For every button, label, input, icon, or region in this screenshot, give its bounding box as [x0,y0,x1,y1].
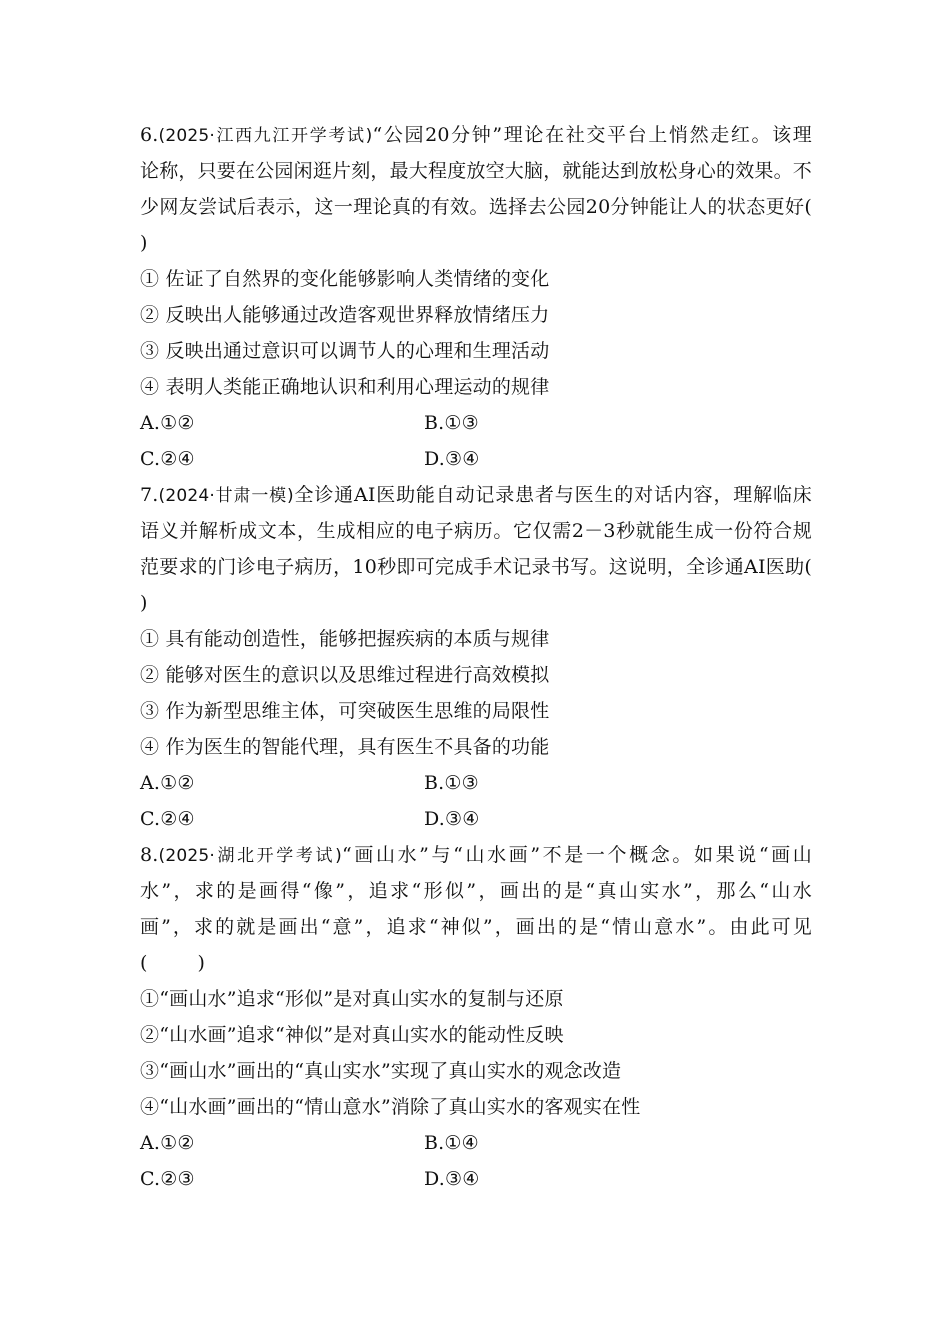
question-6 [140,117,812,477]
option-b: B.①③ [424,772,479,794]
question-list [140,117,812,1197]
option-c: C.②④ [140,448,195,470]
option-d: D.③④ [424,448,480,470]
question-number: 7. [140,484,159,506]
question-stem-line-4: ) [140,592,148,614]
question-source: (2025·江西九江开学考试) [158,126,373,146]
options-row-2 [140,801,812,837]
question-stem-line-2: 论称，只要在公园闲逛片刻，最大程度放空大脑，就能达到放松身心的效果。不 [140,160,813,182]
option-b: B.①④ [424,1132,479,1154]
statement-2: ② 反映出人能够通过改造客观世界释放情绪压力 [140,304,550,326]
question-stem-line-1 [140,837,812,873]
statement-4: ④“山水画”画出的“情山意水”消除了真山实水的客观实在性 [140,1096,641,1118]
stem-text: “画山水”与“山水画”不是一个概念。如果说“画山 [342,844,812,866]
options-row-2 [140,1161,812,1197]
stem-text: 全诊通AI医助能自动记录患者与医生的对话内容，理解临床 [293,484,812,506]
statement-1: ① 具有能动创造性，能够把握疾病的本质与规律 [140,628,550,650]
option-a: A.①② [140,1132,195,1154]
options-row-1 [140,1125,812,1161]
option-d: D.③④ [424,808,480,830]
option-c: C.②③ [140,1168,195,1190]
options-row-1 [140,765,812,801]
question-source: (2025·湖北开学考试) [158,846,342,866]
question-stem-line-4: ( ) [140,952,206,974]
statement-4: ④ 表明人类能正确地认识和利用心理运动的规律 [140,376,550,398]
question-number: 8. [140,844,159,866]
question-stem-line-3: 少网友尝试后表示，这一理论真的有效。选择去公园20分钟能让人的状态更好( [140,196,812,218]
stem-text: “公园20分钟”理论在社交平台上悄然走红。该理 [372,124,812,146]
question-stem-line-3: 画”，求的就是画出“意”，追求“神似”，画出的是“情山意水”。由此可见 [140,916,812,938]
question-stem-line-1 [140,477,812,513]
question-stem-line-2: 水”，求的是画得“像”，追求“形似”，画出的是“真山实水”，那么“山水 [140,880,812,902]
question-7 [140,477,812,837]
question-stem-line-3: 范要求的门诊电子病历，10秒即可完成手术记录书写。这说明，全诊通AI医助( [140,556,812,578]
option-d: D.③④ [424,1168,480,1190]
question-stem-line-2: 语义并解析成文本，生成相应的电子病历。它仅需2－3秒就能生成一份符合规 [140,520,812,542]
options-row-1 [140,405,812,441]
statement-1: ①“画山水”追求“形似”是对真山实水的复制与还原 [140,988,564,1010]
statement-3: ③ 反映出通过意识可以调节人的心理和生理活动 [140,340,550,362]
option-c: C.②④ [140,808,195,830]
statement-2: ② 能够对医生的意识以及思维过程进行高效模拟 [140,664,550,686]
option-a: A.①② [140,412,195,434]
statement-3: ③“画山水”画出的“真山实水”实现了真山实水的观念改造 [140,1060,622,1082]
options-row-2 [140,441,812,477]
statement-2: ②“山水画”追求“神似”是对真山实水的能动性反映 [140,1024,564,1046]
question-source: (2024·甘肃一模) [158,486,294,506]
question-stem-line-1 [140,117,812,153]
statement-3: ③ 作为新型思维主体，可突破医生思维的局限性 [140,700,550,722]
statement-1: ① 佐证了自然界的变化能够影响人类情绪的变化 [140,268,550,290]
option-a: A.①② [140,772,195,794]
question-number: 6. [140,124,159,146]
question-stem-line-4: ) [140,232,148,254]
statement-4: ④ 作为医生的智能代理，具有医生不具备的功能 [140,736,550,758]
option-b: B.①③ [424,412,479,434]
question-8 [140,837,812,1197]
